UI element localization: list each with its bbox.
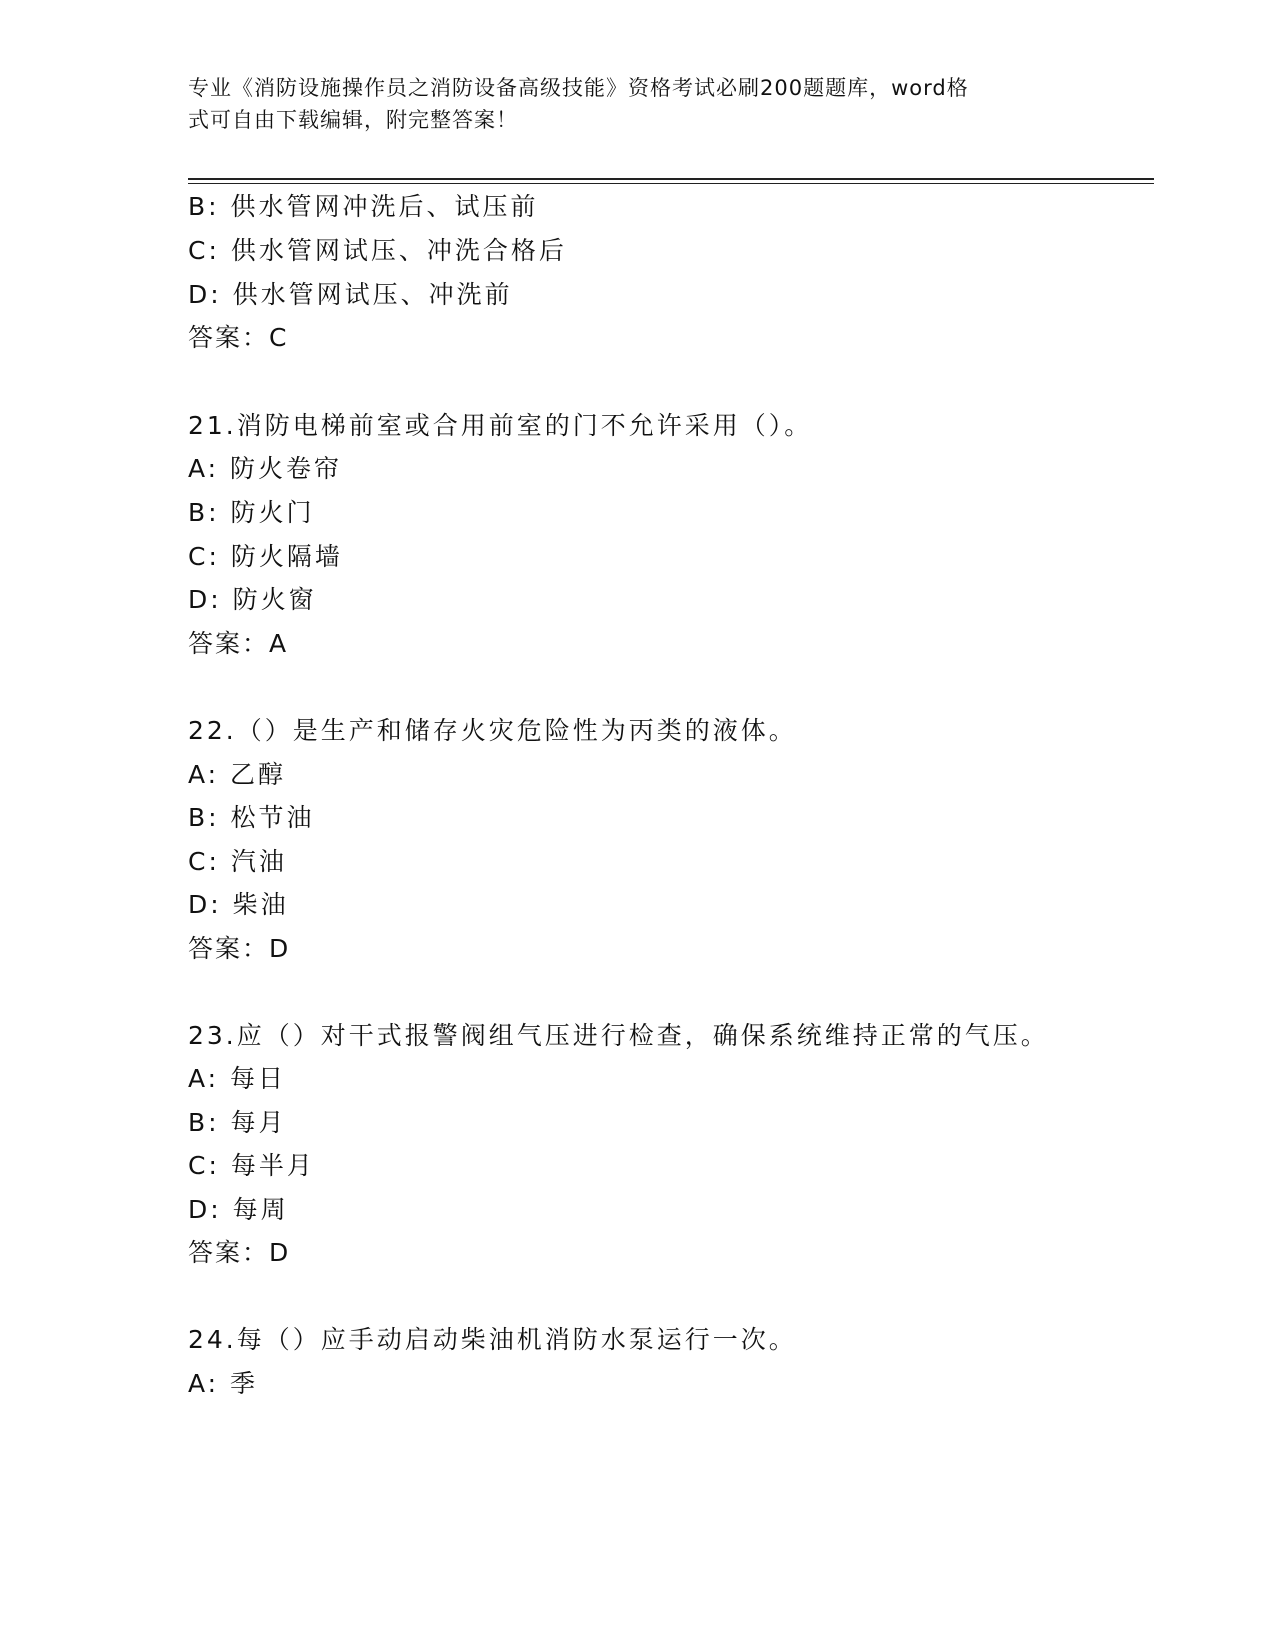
document-header bbox=[188, 72, 1068, 136]
q22-option-b: B: 松节油 bbox=[188, 803, 315, 832]
q24-stem: 24.每（）应手动启动柴油机消防水泵运行一次。 bbox=[188, 1325, 797, 1354]
q21-option-c: C: 防火隔墙 bbox=[188, 542, 343, 571]
header-divider-thin bbox=[188, 183, 1154, 184]
q23-option-c: C: 每半月 bbox=[188, 1151, 315, 1180]
q22-option-a: A: 乙醇 bbox=[188, 760, 287, 789]
q21-stem: 21.消防电梯前室或合用前室的门不允许采用（）。 bbox=[188, 411, 813, 440]
q20-option-c: C: 供水管网试压、冲洗合格后 bbox=[188, 236, 567, 265]
q21-answer: 答案：A bbox=[188, 629, 289, 658]
q20-option-b: B: 供水管网冲洗后、试压前 bbox=[188, 192, 539, 221]
q22-answer: 答案：D bbox=[188, 934, 291, 963]
q22-option-c: C: 汽油 bbox=[188, 847, 287, 876]
header-line-1: 专业《消防设施操作员之消防设备高级技能》资格考试必刷200题题库，word格 bbox=[188, 76, 969, 100]
q22-stem: 22.（）是生产和储存火灾危险性为丙类的液体。 bbox=[188, 716, 797, 745]
q23-option-a: A: 每日 bbox=[188, 1064, 287, 1093]
q20-answer: 答案：C bbox=[188, 323, 289, 352]
header-divider-thick bbox=[188, 178, 1154, 180]
q24-option-a: A: 季 bbox=[188, 1369, 259, 1398]
q23-stem: 23.应（）对干式报警阀组气压进行检查，确保系统维持正常的气压。 bbox=[188, 1021, 1049, 1050]
q21-option-b: B: 防火门 bbox=[188, 498, 315, 527]
q23-option-d: D: 每周 bbox=[188, 1195, 289, 1224]
q20-option-d: D: 供水管网试压、冲洗前 bbox=[188, 280, 513, 309]
q22-option-d: D: 柴油 bbox=[188, 890, 289, 919]
q23-answer: 答案：D bbox=[188, 1238, 291, 1267]
q21-option-d: D: 防火窗 bbox=[188, 585, 317, 614]
q23-option-b: B: 每月 bbox=[188, 1108, 287, 1137]
header-line-2: 式可自由下载编辑，附完整答案！ bbox=[188, 108, 518, 132]
q21-option-a: A: 防火卷帘 bbox=[188, 454, 343, 483]
